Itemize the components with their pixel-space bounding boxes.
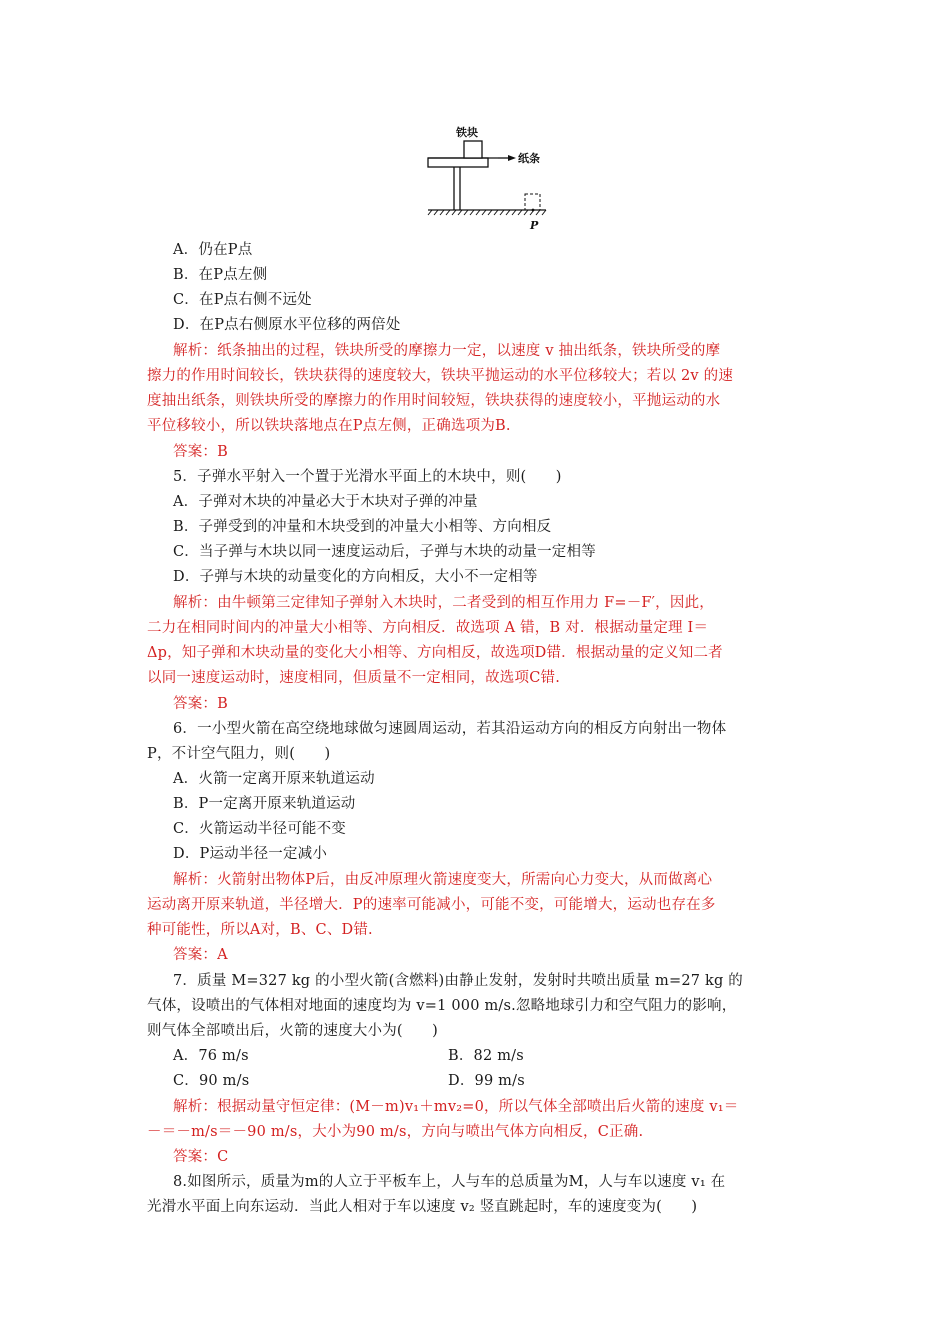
q7-stem-line-3: 则气体全部喷出后，火箭的速度大小为( ) [147,1023,439,1039]
q5-option-a: A．子弹对木块的冲量必大于木块对子弹的冲量 [173,494,478,510]
q4-answer: 答案：B [173,444,228,460]
label-iron-block: 铁块 [456,126,478,139]
q6-option-a: A．火箭一定离开原来轨道运动 [173,771,375,787]
iron-block-figure [420,118,550,234]
analysis-label: 解析： [173,872,218,888]
q6-option-c: C．火箭运动半径可能不变 [173,821,346,837]
q4-analysis-line-3: 度抽出纸条，则铁块所受的摩擦力的作用时间较短，铁块获得的速度较小，平抛运动的水 [147,393,721,409]
table-diagram [420,118,550,234]
analysis-label: 解析： [173,343,218,359]
q7-option-a: A．76 m/s [173,1048,249,1064]
q6-option-d: D．P运动半径一定减小 [173,846,328,862]
q6-stem-line-2: P，不计空气阻力，则( ) [147,746,331,762]
q5-option-d: D．子弹与木块的动量变化的方向相反，大小不一定相等 [173,569,538,585]
analysis-text: 根据动量守恒定律：(M－m)v₁＋mv₂=0，所以气体全部喷出后火箭的速度 v₁＝ [217,1099,739,1115]
q5-stem: 5．子弹水平射入一个置于光滑水平面上的木块中，则( ) [173,469,562,485]
q4-analysis-line-1 [173,339,720,364]
q7-analysis-line-1 [173,1095,738,1120]
q7-stem-line-1: 7．质量 M=327 kg 的小型火箭(含燃料)由静止发射，发射时共喷出质量 m=27 kg 的 [173,973,743,989]
q7-analysis-line-2: －＝－m/s＝－90 m/s，大小为90 m/s，方向与喷出气体方向相反，C正确. [147,1124,644,1140]
q5-analysis-line-1 [173,591,714,616]
q4-option-a: A．仍在P点 [173,242,253,258]
q6-stem-line-1: 6．一小型火箭在高空绕地球做匀速圆周运动，若其沿运动方向的相反方向射出一物体 [173,721,727,737]
q4-option-c: C．在P点右侧不远处 [173,292,312,308]
analysis-text: 纸条抽出的过程，铁块所受的摩擦力一定，以速度 v 抽出纸条，铁块所受的摩 [217,343,721,359]
q5-analysis-line-2: 二力在相同时间内的冲量大小相等、方向相反．故选项 A 错，B 对．根据动量定理 I＝ [147,620,709,636]
analysis-label: 解析： [173,595,218,611]
q4-option-b: B．在P点左侧 [173,267,268,283]
q4-option-d: D．在P点右侧原水平位移的两倍处 [173,317,401,333]
q6-answer: 答案：A [173,947,228,963]
q4-analysis-line-2: 擦力的作用时间较长，铁块获得的速度较大，铁块平抛运动的水平位移较大；若以 2v 的速 [147,368,734,384]
q8-stem-line-2: 光滑水平面上向东运动．当此人相对于车以速度 v₂ 竖直跳起时，车的速度变为( ) [147,1199,698,1215]
q6-option-b: B．P一定离开原来轨道运动 [173,796,356,812]
q7-option-row-2 [173,1069,249,1094]
q6-analysis-line-1 [173,868,712,893]
q8-stem-line-1: 8.如图所示，质量为m的人立于平板车上，人与车的总质量为M，人与车以速度 v₁ 在 [173,1174,726,1190]
q5-option-b: B．子弹受到的冲量和木块受到的冲量大小相等、方向相反 [173,519,552,535]
label-paper-strip: 纸条 [518,152,540,165]
q5-analysis-line-4: 以同一速度运动时，速度相同，但质量不一定相同，故选项C错. [147,670,561,686]
q6-analysis-line-2: 运动离开原来轨道，半径增大．P的速率可能减小，可能不变，可能增大，运动也存在多 [147,897,716,913]
q7-option-row-1 [173,1044,249,1069]
q7-answer: 答案：C [173,1149,229,1165]
q5-analysis-line-3: Δp，知子弹和木块动量的变化大小相等、方向相反，故选项D错．根据动量的定义知二者 [147,645,723,661]
q5-answer: 答案：B [173,696,228,712]
analysis-text: 由牛顿第三定律知子弹射入木块时，二者受到的相互作用力 F=－F′，因此， [217,595,714,611]
q4-analysis-line-4: 平位移较小，所以铁块落地点在P点左侧，正确选项为B. [147,418,511,434]
label-point-p: P [530,219,539,232]
q7-option-b: B．82 m/s [448,1048,524,1064]
analysis-label: 解析： [173,1099,218,1115]
q5-option-c: C．当子弹与木块以同一速度运动后，子弹与木块的动量一定相等 [173,544,596,560]
q7-option-d: D．99 m/s [448,1073,525,1089]
q7-option-c: C．90 m/s [173,1073,250,1089]
q6-analysis-line-3: 种可能性，所以A对，B、C、D错. [147,922,373,938]
analysis-text: 火箭射出物体P后，由反冲原理火箭速度变大，所需向心力变大，从而做离心 [217,872,713,888]
q7-stem-line-2: 气体，设喷出的气体相对地面的速度均为 v=1 000 m/s.忽略地球引力和空气阻力的影响， [147,998,737,1014]
